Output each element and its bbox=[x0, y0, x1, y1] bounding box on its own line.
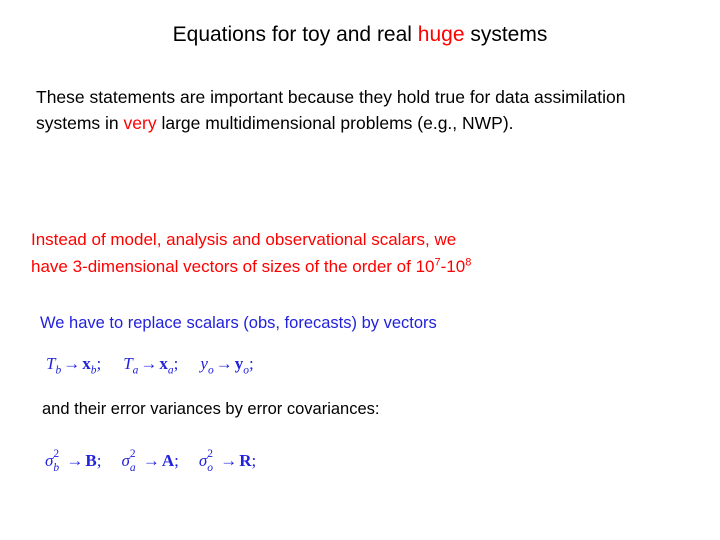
sigma-glyph-3: σ bbox=[198, 451, 208, 470]
semicolon-1: ; bbox=[96, 354, 102, 373]
equation-term-tb bbox=[46, 354, 102, 377]
slide-title-part2: systems bbox=[464, 23, 548, 46]
subscript-a-1: a bbox=[132, 364, 139, 377]
semicolon-3: ; bbox=[248, 354, 254, 373]
symbol-x-bold-a: x bbox=[159, 354, 168, 373]
arrow-icon-1: → bbox=[63, 354, 81, 373]
arrow-icon-3: → bbox=[215, 354, 233, 373]
sigma-superscript-2-a: 2 bbox=[129, 448, 136, 460]
equation-term-sigma-o bbox=[198, 448, 257, 474]
symbol-sigma-o bbox=[198, 448, 214, 474]
sigma-subscript-a: a bbox=[129, 462, 136, 474]
symbol-y-o: y bbox=[200, 354, 208, 373]
arrow-icon-4: → bbox=[66, 451, 84, 470]
subscript-b-2: b bbox=[90, 364, 97, 377]
equation-term-ta bbox=[123, 354, 179, 377]
symbol-x-bold-b: x bbox=[82, 354, 91, 373]
equation-term-sigma-a bbox=[121, 448, 179, 474]
symbol-matrix-B: B bbox=[85, 451, 97, 470]
subscript-a-2: a bbox=[167, 364, 174, 377]
symbol-sigma-b bbox=[45, 448, 60, 474]
equation-variances-to-covariances bbox=[45, 448, 256, 474]
arrow-icon-6: → bbox=[220, 451, 238, 470]
symbol-T-a: T bbox=[123, 354, 133, 373]
semicolon-2: ; bbox=[173, 354, 179, 373]
slide-title-part1: Equations for toy and real bbox=[172, 23, 418, 46]
sigma-superscript-2-o: 2 bbox=[207, 448, 214, 460]
symbol-matrix-R: R bbox=[239, 451, 252, 470]
equation-term-sigma-b bbox=[45, 448, 102, 474]
equation-term-yo bbox=[200, 354, 254, 377]
semicolon-5: ; bbox=[174, 451, 179, 470]
red-paragraph-line1: Instead of model, analysis and observational scalars, we bbox=[31, 230, 457, 249]
symbol-matrix-A: A bbox=[161, 451, 175, 470]
red-paragraph-line2-mid: -10 bbox=[440, 257, 466, 276]
intro-paragraph-part2: large multidimensional problems (e.g., NWP). bbox=[156, 113, 514, 133]
intro-paragraph bbox=[36, 84, 676, 136]
equation-scalars-to-vectors bbox=[46, 352, 254, 376]
symbol-y-bold-o: y bbox=[234, 354, 244, 373]
arrow-icon-2: → bbox=[140, 354, 158, 373]
sigma-superscript-2-b: 2 bbox=[53, 448, 60, 460]
subscript-o-2: o bbox=[243, 364, 249, 377]
arrow-icon-5: → bbox=[142, 451, 160, 470]
red-paragraph bbox=[31, 226, 691, 280]
slide-title-highlight: huge bbox=[417, 23, 465, 46]
sigma-glyph-2: σ bbox=[121, 451, 130, 470]
symbol-sigma-a bbox=[121, 448, 136, 474]
slide-title bbox=[0, 22, 720, 48]
red-paragraph-line2 bbox=[31, 253, 691, 280]
sigma-glyph-1: σ bbox=[45, 451, 54, 470]
black-statement-line: and their error variances by error covariances: bbox=[42, 400, 380, 418]
red-paragraph-line2-pre: have 3-dimensional vectors of sizes of the order of 10 bbox=[31, 257, 435, 276]
intro-paragraph-part1: These statements are important because they hold true for data assimilation systems in bbox=[36, 87, 626, 133]
intro-paragraph-highlight: very bbox=[123, 113, 157, 133]
red-paragraph-exponent-2: 8 bbox=[465, 256, 472, 269]
sigma-subscript-b: b bbox=[53, 462, 60, 474]
sigma-subscript-o: o bbox=[207, 462, 214, 474]
subscript-b-1: b bbox=[55, 364, 62, 377]
red-paragraph-exponent-1: 7 bbox=[434, 256, 441, 269]
symbol-T-b: T bbox=[46, 354, 56, 373]
semicolon-4: ; bbox=[96, 451, 102, 470]
subscript-o-1: o bbox=[207, 364, 214, 377]
semicolon-6: ; bbox=[251, 451, 257, 470]
blue-statement-line: We have to replace scalars (obs, forecasts) by vectors bbox=[40, 314, 437, 332]
